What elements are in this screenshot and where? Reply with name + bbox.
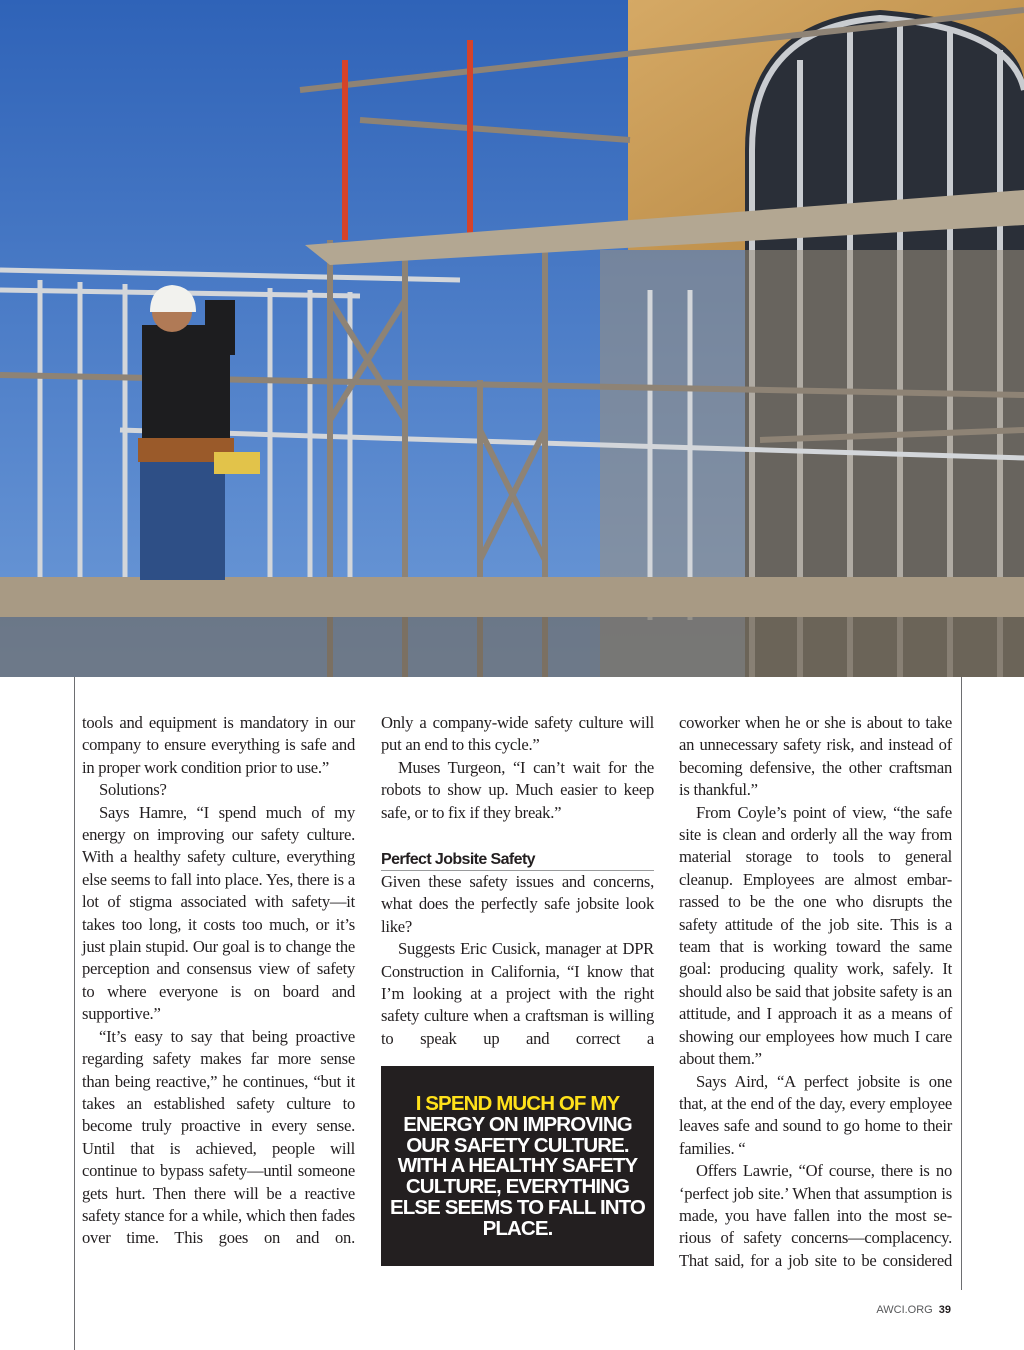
paragraph: Only a company-wide safety culture will put an end to this cycle.” [381,713,654,755]
article-column-3 [679,712,952,1272]
paragraph: Says Hamre, “I spend much of my energy on improving our safety culture. With a healthy safety culture, everything else seems to fall into place. Yes, there is a lot of stigma associated with safety—it takes too long, it costs too much, or it’s just plain stupid. Our goal is to change the perception and consensus view of safety to where everyone is on board and supportive.” [82,802,355,1024]
paragraph: Suggests Eric Cusick, manager at DPR Construction in California, “I know that I’m looking at a project with the right safety culture when a craftsman is willing to speak up and correct a [381,939,654,1048]
section-subhead: Perfect Jobsite Safety [381,850,654,871]
paragraph: tools and equipment is mandatory in our company to ensure everything is safe and in proper work condition prior to use.” [82,713,355,777]
paragraph: “It’s easy to say that being proactive regarding safety makes far more sense than being reactive,” he continues, “but it takes an established safety culture to become truly proactive in every sense. Until that is achieved, people will continue to bypass safety—until someone gets hurt. Then there will be a reactive safety stance for a while, which then fades over time. This goes on and on. [82,1026,355,1248]
left-vertical-rule [74,677,75,1350]
paragraph: coworker when he or she is about to take an unnecessary safety risk, and instead of becoming defensive, the other craftsman is thankful.” [679,713,952,800]
pull-quote-highlight: I SPEND MUCH OF MY [415,1092,620,1115]
article-column-2 [381,712,654,1050]
paragraph: Says Aird, “A perfect jobsite is one that, at the end of the day, every employee leaves safe and sound to go home to their families. “ [679,1071,952,1158]
paragraph: Muses Turgeon, “I can’t wait for the robots to show up. Much easier to keep safe, or to fix if they break.” [381,757,654,822]
article-column-1 [82,712,355,1250]
paragraph: Solutions? [99,780,167,800]
paragraph: Offers Lawrie, “Of course, there is no ‘perfect job site.’ When that assumption is made, you have fallen into the most se-rious of safety concerns—complacency. That said, for a job site to be considered [679,1161,952,1270]
footer-site: AWCI.ORG [876,1304,933,1316]
pull-quote-text: ENERGY ON IMPROVING OUR SAFETY CULTURE. WITH A HEALTHY SAFETY CULTURE, EVERYTHING ELSE SEEMS TO FALL INTO PLACE. [390,1112,645,1240]
right-vertical-rule [961,677,962,1290]
paragraph: From Coyle’s point of view, “the safe site is clean and orderly all the way from material storage to tools to general cleanup. Employees are almost embar-rassed to be the one who disrupts the safety attitude of the job site. This is a team that is working toward the same goal: producing quality work, safely. It should also be said that jobsite safety is an attitude, and I approach it as a means of showing our employees how much I care about them.” [679,802,952,1069]
page-number: 39 [938,1304,951,1316]
pull-quote [381,1066,654,1266]
page-footer [876,1304,951,1316]
paragraph: Given these safety issues and concerns, what does the perfectly safe jobsite look like? [381,872,654,936]
